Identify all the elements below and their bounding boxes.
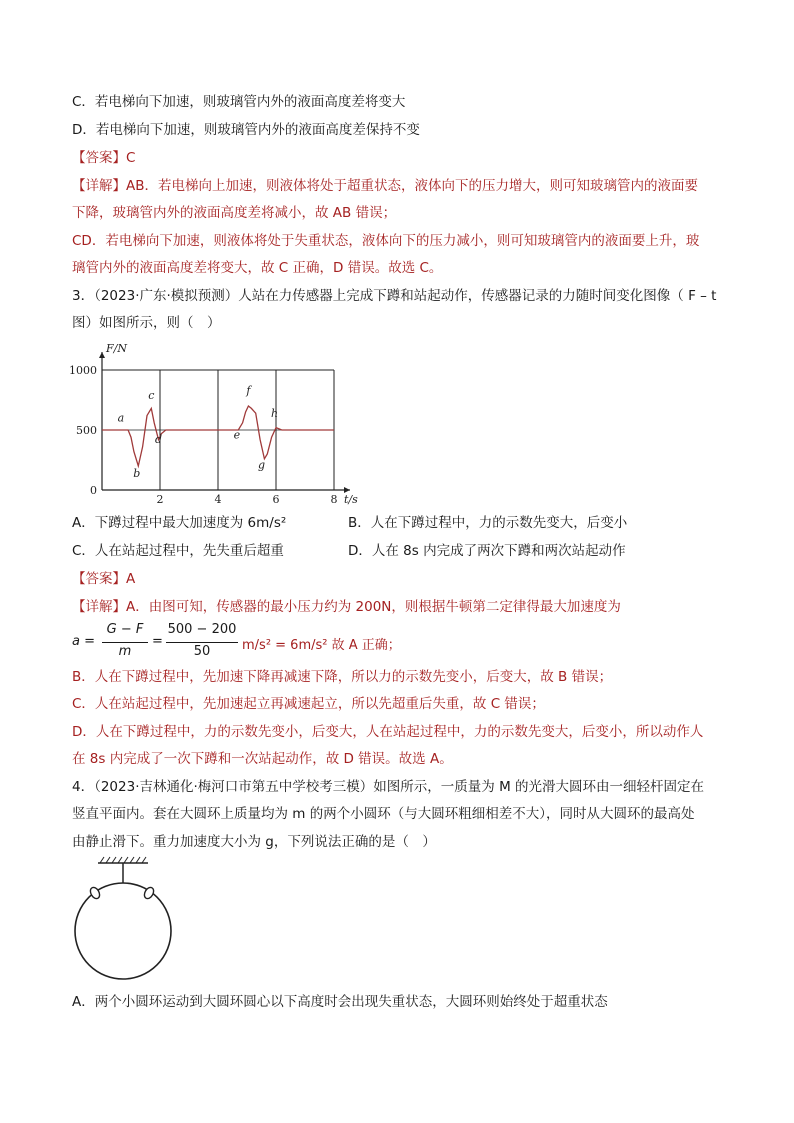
large-ring [75,883,171,979]
small-ring-left [89,886,102,900]
q4-stem-line-3: 由静止滑下。重力加速度大小为 g，下列说法正确的是（ ） [72,834,436,850]
q3-stem-line-1: 3．（2023·广东·模拟预测）人站在力传感器上完成下蹲和站起动作，传感器记录的力随时间变化图像（ F – t [72,288,717,304]
y-tick-label: 1000 [69,364,97,377]
x-tick-label: 4 [214,493,222,506]
formula-tail: m/s² = 6m/s² 故 A 正确； [242,638,401,653]
q3-detail-line-5: D．人在下蹲过程中，力的示数先变小，后变大，人在站起过程中，力的示数先变大，后变小，所以动作人 [72,724,704,740]
y-tick-label: 500 [76,424,97,437]
x-tick-label: 2 [156,493,164,506]
point-label-c: c [148,388,155,402]
point-label-f: f [246,384,251,397]
formula-denominator-2: 50 [193,644,211,659]
y-axis-label: F/N [106,342,127,355]
q2-option-c: C．若电梯向下加速，则玻璃管内外的液面高度差将变大 [72,94,406,110]
y-axis-arrow [99,352,105,358]
ceiling-hatch [98,857,148,863]
q2-detail-line-1: 【详解】AB．若电梯向上加速，则液体将处于超重状态，液体向下的压力增大，则可知玻璃管内的液面要 [72,178,698,194]
q3-detail-line-1: 【详解】A．由图可知，传感器的最小压力约为 200N，则根据牛顿第二定律得最大加速度为 [72,599,621,615]
formula-denominator-1: m [118,644,132,659]
point-label-g: g [257,458,266,472]
q3-option-a: A．下蹲过程中最大加速度为 6m/s² [72,515,287,531]
point-label-h: h [271,406,279,420]
force-time-chart [68,336,358,508]
q2-answer: 【答案】C [72,150,136,166]
q3-stem-line-2: 图）如图所示，则（ ） [72,315,221,331]
q3-detail-line-4: C．人在站起过程中，先加速起立再减速起立，所以先超重后失重，故 C 错误； [72,696,545,712]
q2-detail-line-3: CD．若电梯向下加速，则液体将处于失重状态，液体向下的压力减小，则可知玻璃管内的液面要上升，玻 [72,233,700,249]
x-axis-label: t/s [344,493,358,506]
point-label-e: e [233,428,241,442]
formula-lhs: a = [72,634,95,649]
x-tick-label: 8 [330,493,338,506]
q3-option-d: D．人在 8s 内完成了两次下蹲和两次站起动作 [348,543,626,559]
ring-diagram [70,855,190,990]
point-label-d: d [155,433,163,447]
point-label-b: b [133,466,141,480]
formula-numerator-2: 500 − 200 [167,622,237,637]
formula-equals: = [152,634,163,649]
q4-stem-line-2: 竖直平面内。套在大圆环上质量均为 m 的两个小圆环（与大圆环粗细相差不大），同时从大圆环的最高处 [72,806,695,822]
x-tick-label: 6 [272,493,280,506]
q4-option-a: A．两个小圆环运动到大圆环圆心以下高度时会出现失重状态，大圆环则始终处于超重状态 [72,994,608,1010]
q2-detail-line-2: 下降，玻璃管内外的液面高度差将减小，故 AB 错误； [72,205,397,221]
q2-detail-line-4: 璃管内外的液面高度差将变大，故 C 正确，D 错误。故选 C。 [72,260,443,276]
fraction-bar-2 [166,642,238,643]
q3-option-b: B．人在下蹲过程中，力的示数先变大，后变小 [348,515,628,531]
q3-formula [72,622,402,662]
q3-option-c: C．人在站起过程中，先失重后超重 [72,543,284,559]
q3-answer: 【答案】A [72,571,136,587]
q2-option-d: D．若电梯向下加速，则玻璃管内外的液面高度差保持不变 [72,122,420,138]
q3-detail-line-6: 在 8s 内完成了一次下蹲和一次站起动作，故 D 错误。故选 A。 [72,751,453,767]
q3-detail-line-3: B．人在下蹲过程中，先加速下降再减速下降，所以力的示数先变小，后变大，故 B 错误； [72,669,613,685]
q4-stem-line-1: 4．（2023·吉林通化·梅河口市第五中学校考三模）如图所示，一质量为 M 的光滑大圆环由一细轻杆固定在 [72,779,705,795]
y-tick-label: 0 [90,484,97,497]
formula-numerator-1: G − F [106,622,144,637]
fraction-bar-1 [102,642,148,643]
point-label-a: a [117,411,125,425]
